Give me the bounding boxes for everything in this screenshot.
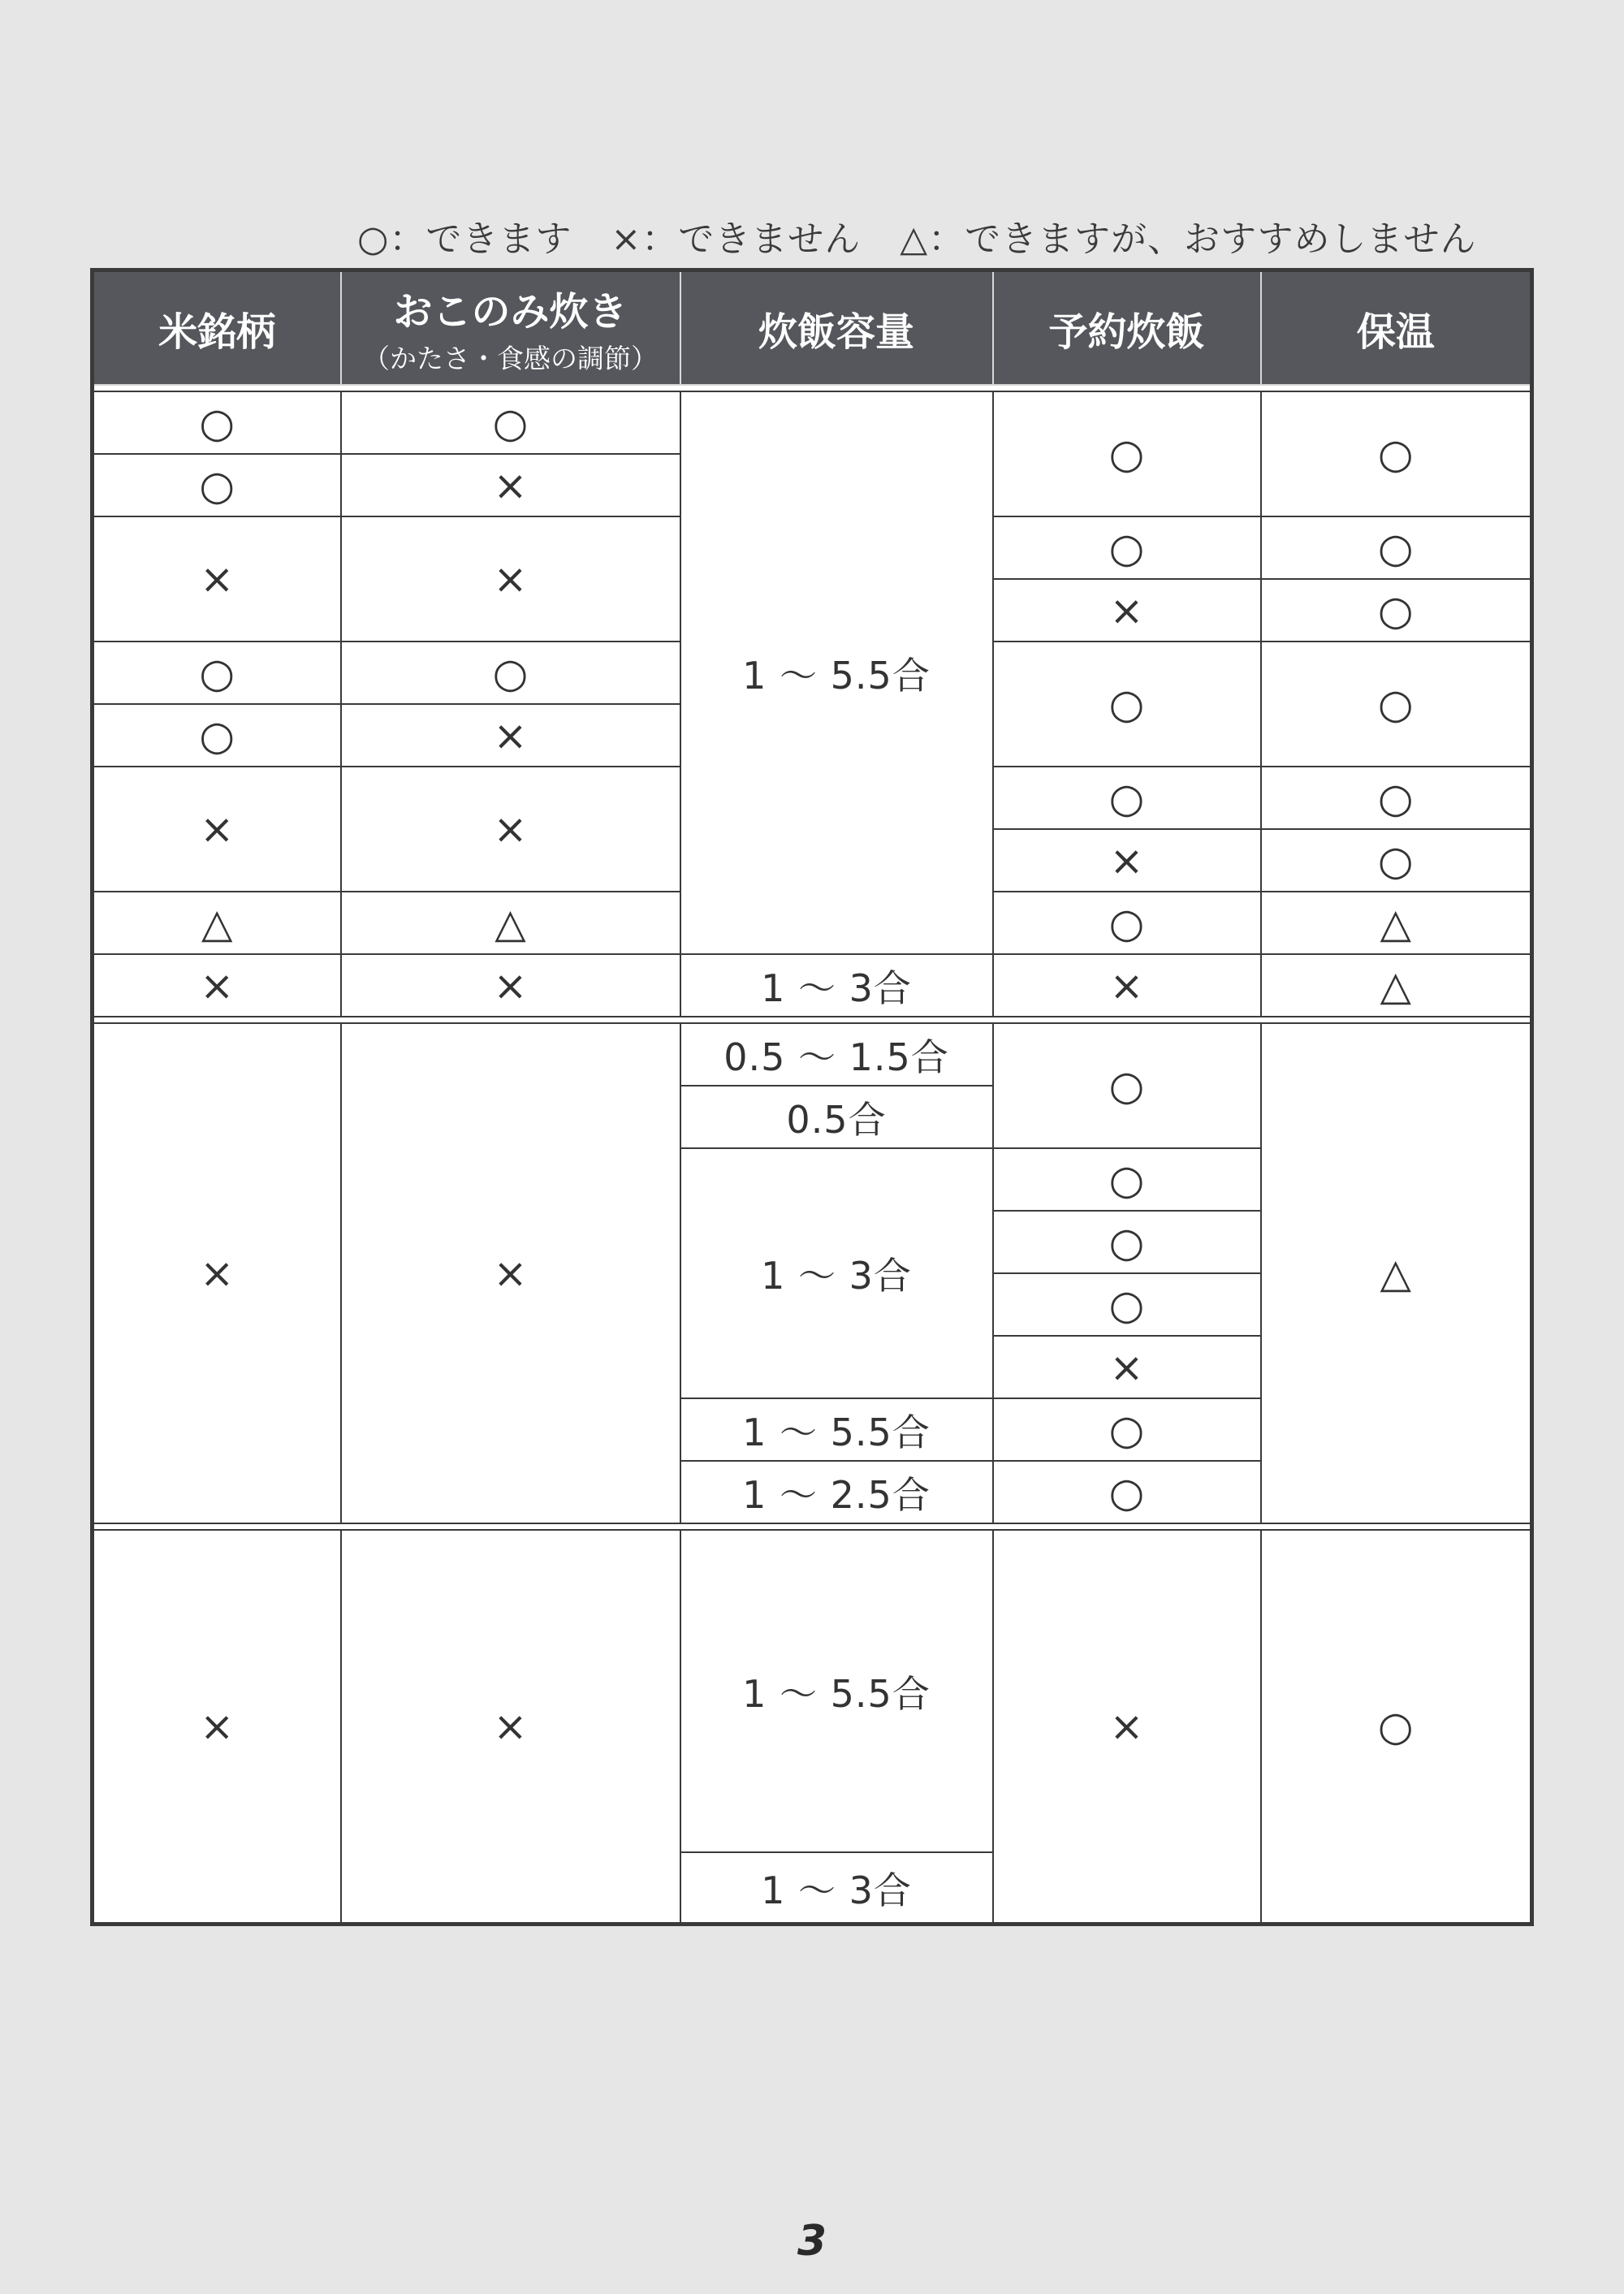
function-table — [90, 268, 1534, 1926]
cell-mark: × — [993, 954, 1261, 1017]
cell-mark: ○ — [993, 1211, 1261, 1273]
table-row — [93, 1023, 1532, 1086]
legend-can: ○：できます — [357, 218, 572, 260]
legend — [357, 210, 1535, 261]
cell-mark: △ — [1261, 954, 1532, 1017]
table-header-row — [93, 270, 1532, 386]
page-number: 3 — [797, 2217, 827, 2266]
cell-mark: ○ — [993, 1023, 1261, 1148]
cell-mark: ○ — [993, 1148, 1261, 1211]
legend-cannot: ×：できません — [611, 218, 862, 260]
cell-mark: ○ — [1261, 579, 1532, 642]
cell-mark: ○ — [93, 454, 341, 516]
header-custom-cooking-sub: （かたさ・食感の調節） — [363, 343, 658, 374]
cell-capacity: 1 ～ 3合 — [680, 954, 993, 1017]
cell-mark: ○ — [993, 1273, 1261, 1336]
cell-mark: ○ — [993, 1461, 1261, 1523]
cell-mark: × — [93, 1530, 341, 1925]
cell-mark: ○ — [1261, 516, 1532, 579]
cell-mark: △ — [1261, 1023, 1532, 1523]
header-custom-cooking — [341, 270, 680, 386]
cell-mark: ○ — [1261, 391, 1532, 516]
cell-capacity: 1 ～ 3合 — [680, 1852, 993, 1925]
cell-mark: × — [93, 954, 341, 1017]
cell-mark: ○ — [993, 391, 1261, 516]
header-custom-cooking-label: おこのみ炊き — [393, 289, 628, 335]
section-separator — [93, 1017, 1532, 1023]
cell-mark: × — [93, 516, 341, 642]
cell-mark: ○ — [341, 391, 680, 454]
header-timer: 予約炊飯 — [993, 270, 1261, 386]
cell-mark: ○ — [993, 1398, 1261, 1461]
cell-mark: × — [341, 767, 680, 892]
cell-capacity: 1 ～ 5.5合 — [680, 1398, 993, 1461]
cell-capacity: 1 ～ 2.5合 — [680, 1461, 993, 1523]
cell-mark: × — [341, 704, 680, 767]
cell-mark: × — [341, 454, 680, 516]
cell-mark: ○ — [993, 892, 1261, 954]
cell-mark: △ — [93, 892, 341, 954]
cell-mark: ○ — [1261, 1530, 1532, 1925]
cell-mark: × — [993, 829, 1261, 892]
legend-not-recommended: △：できますが、おすすめしません — [900, 218, 1477, 260]
cell-mark: ○ — [341, 642, 680, 704]
cell-capacity: 1 ～ 5.5合 — [680, 1530, 993, 1852]
cell-mark: ○ — [1261, 829, 1532, 892]
cell-mark: ○ — [993, 642, 1261, 767]
header-keep-warm: 保温 — [1261, 270, 1532, 386]
cell-capacity: 1 ～ 3合 — [680, 1148, 993, 1398]
cell-mark: ○ — [993, 516, 1261, 579]
cell-mark: △ — [1261, 892, 1532, 954]
cell-capacity: 1 ～ 5.5合 — [680, 391, 993, 954]
cell-mark: ○ — [1261, 642, 1532, 767]
header-capacity: 炊飯容量 — [680, 270, 993, 386]
cell-mark: ○ — [93, 704, 341, 767]
table-row — [93, 954, 1532, 1017]
cell-mark: ○ — [93, 391, 341, 454]
cell-mark: ○ — [93, 642, 341, 704]
cell-mark: △ — [341, 892, 680, 954]
section-separator — [93, 385, 1532, 391]
cell-mark: × — [341, 954, 680, 1017]
cell-mark: × — [993, 579, 1261, 642]
cell-mark: ○ — [1261, 767, 1532, 829]
cell-mark: × — [993, 1336, 1261, 1398]
section-separator — [93, 1523, 1532, 1530]
cell-mark: × — [993, 1530, 1261, 1925]
cell-mark: × — [341, 1530, 680, 1925]
cell-mark: × — [341, 1023, 680, 1523]
cell-capacity: 0.5合 — [680, 1086, 993, 1148]
cell-mark: × — [341, 516, 680, 642]
cell-mark: × — [93, 1023, 341, 1523]
cell-capacity: 0.5 ～ 1.5合 — [680, 1023, 993, 1086]
table-row — [93, 1530, 1532, 1852]
cell-mark: × — [93, 767, 341, 892]
cell-mark: ○ — [993, 767, 1261, 829]
header-rice-brand: 米銘柄 — [93, 270, 341, 386]
table-row — [93, 391, 1532, 454]
